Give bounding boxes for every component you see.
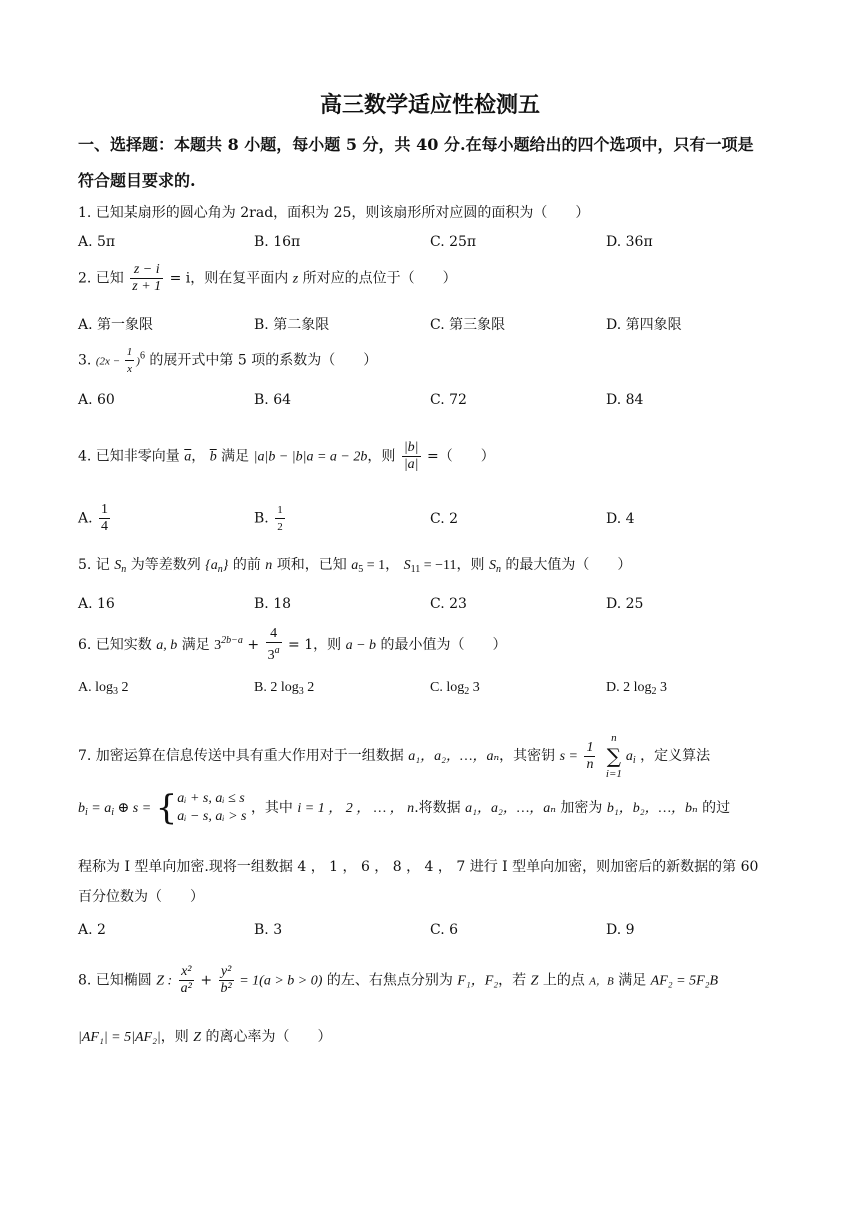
q6-text-1: 满足 — [181, 637, 210, 653]
q3-option-a: A. 60 — [78, 392, 115, 408]
q2-text-post: 所对应的点位于（ ） — [302, 270, 457, 287]
q1-option-d: D. 36π — [606, 234, 653, 250]
q7-option-d: D. 9 — [606, 922, 635, 938]
q7-index: i = 1 ， 2 ， … ， n — [297, 801, 415, 816]
q2-fraction — [130, 262, 163, 295]
q4-opt-b-den: 2 — [277, 521, 283, 533]
q4-text-pre: 4. 已知非零向量 — [78, 448, 180, 465]
q4-opt-a-num: 1 — [101, 502, 109, 517]
q2-frac-num: z − i — [130, 262, 163, 279]
question-7-line2 — [78, 790, 730, 826]
question-7-line1 — [78, 730, 710, 782]
q3-frac-den: x — [127, 363, 132, 375]
q5-n: n — [265, 558, 273, 573]
q6-option-b: B. 2 $\log_3 2$ — [254, 680, 315, 697]
q5-text-2: 的前 — [232, 557, 261, 573]
q7-line2-text: .将数据 — [414, 800, 461, 816]
q2-option-c: C. 第三象限 — [430, 317, 506, 333]
q1-option-a: A. 5π — [78, 234, 116, 250]
q6-expr: a − b — [345, 638, 377, 653]
q4-option-d: D. 4 — [606, 511, 635, 527]
q2-option-a: A. 第一象限 — [78, 317, 154, 333]
q5-option-d: D. 25 — [606, 596, 644, 612]
q8-ellipse-end: = 1(a > b > 0) — [235, 973, 323, 989]
q5-sn-2: $S_n$ — [488, 558, 501, 575]
q4-option-b-frac — [275, 502, 285, 535]
q2-var: z — [292, 271, 299, 287]
q8-frac-1 — [179, 964, 194, 997]
q6-vars: a, b — [156, 638, 178, 653]
question-7-line4: 百分位数为（ ） — [78, 889, 204, 905]
q4-condition: |a|b − |b|a = a − 2b — [253, 449, 368, 465]
q4-option-a-frac — [99, 502, 110, 535]
q5-option-c: C. 23 — [430, 596, 467, 612]
q3-expr: (2x − — [95, 355, 123, 368]
q7-key-lhs: s = — [559, 749, 578, 764]
q7-line2-post: 的过 — [702, 800, 731, 816]
q3-number: 3. — [78, 352, 92, 369]
q3-option-b: B. 64 — [254, 392, 292, 408]
q4-text-mid: 满足 — [221, 448, 250, 465]
q7-brace: { — [155, 788, 178, 828]
question-3-stem — [78, 344, 377, 377]
q8-plus: + — [195, 972, 217, 989]
question-6-stem — [78, 626, 506, 664]
q3-option-d: D. 84 — [606, 392, 644, 408]
question-2-stem — [78, 262, 457, 295]
q6-option-c: C. $\log_2 3$ — [430, 680, 480, 697]
q5-sequence: $\{a_n\}$ — [205, 558, 229, 575]
q8-foci: F₁，F₂ — [457, 973, 499, 989]
q7-bi: $b_i = a_i$ ⊕ s = — [78, 801, 152, 818]
q8-f2-den: b² — [220, 981, 232, 996]
q1-option-c: C. 25π — [430, 234, 477, 250]
q7-line2-t2: 加密为 — [560, 800, 603, 816]
q8-f1-den: a² — [180, 981, 192, 996]
q7-line2-mid: ，其中 — [250, 800, 293, 816]
q6-option-d: D. 2 $\log_2 3$ — [606, 680, 667, 697]
q6-eq: = 1，则 — [283, 637, 342, 653]
q7-sum — [604, 730, 624, 782]
q6-fraction — [266, 626, 282, 664]
q6-frac-num: 4 — [266, 626, 282, 643]
q4-vector-b: $\overline{b}$ — [209, 449, 217, 465]
q5-cond-2: $S_{11} = -11$，则 — [403, 558, 485, 575]
q7-sum-top: n — [611, 732, 617, 744]
q4-opt-a-den: 4 — [101, 519, 109, 534]
q8-ellipse-name: Z : — [156, 973, 173, 989]
q8-z: Z — [530, 973, 539, 989]
q8-text-pre: 8. 已知椭圆 — [78, 972, 152, 989]
q3-expr-end: ) — [136, 355, 140, 368]
q7-data: a₁，a₂，…，aₙ — [408, 749, 500, 764]
q4-option-a-label: A. — [78, 510, 93, 527]
q4-opt-b-num: 1 — [275, 502, 285, 519]
q3-frac-num: 1 — [125, 344, 135, 361]
q8-vector-condition: AF₂ = 5F₂B — [650, 973, 719, 989]
q7-text-post: ，定义算法 — [640, 748, 711, 764]
q7-option-b: B. 3 — [254, 922, 283, 938]
question-7-line3: 程称为 I 型单向加密.现将一组数据 4 ， 1 ， 6 ， 8 ， 4 ， 7 进行 I 型单向加密，则加密后的新数据的第 60 — [78, 859, 759, 875]
q7-key-den: n — [586, 756, 594, 772]
q5-text-3: 项和，已知 — [276, 557, 347, 573]
question-5-stem — [78, 554, 631, 575]
q4-sep: ， — [191, 448, 206, 465]
q8-line2-post: ，则 — [160, 1029, 189, 1045]
q7-cases — [177, 790, 246, 826]
q1-option-b: B. 16π — [254, 234, 301, 250]
q4-option-b — [254, 502, 287, 535]
q8-text-5: 满足 — [618, 972, 647, 989]
q8-line2-end: 的离心率为（ ） — [205, 1029, 332, 1045]
q4-option-b-label: B. — [254, 510, 269, 527]
q6-text-2: 的最小值为（ ） — [380, 637, 507, 653]
q7-case-2: aᵢ − s, aᵢ > s — [177, 809, 247, 824]
question-8-line1 — [78, 964, 718, 997]
q3-power: 6 — [139, 350, 145, 362]
q8-frac-2 — [219, 964, 234, 997]
q8-text-2: ，若 — [498, 972, 527, 989]
q7-case-1: aᵢ + s, aᵢ ≤ s — [177, 791, 245, 806]
q3-option-c: C. 72 — [430, 392, 467, 408]
q2-text-mid: = i，则在复平面内 — [169, 270, 289, 287]
q6-text-pre: 6. 已知实数 — [78, 637, 152, 653]
q7-encrypted: b₁，b₂，…，bₙ — [606, 801, 698, 816]
q7-option-c: C. 6 — [430, 922, 459, 938]
q4-fraction — [402, 440, 421, 473]
q7-sum-bot: i=1 — [605, 768, 622, 780]
q5-cond-1: $a_5 = 1$， — [351, 558, 400, 575]
q2-option-d: D. 第四象限 — [606, 317, 682, 333]
q7-key-num: 1 — [586, 739, 594, 755]
q7-text-pre: 7. 加密运算在信息传送中具有重大作用对于一组数据 — [78, 748, 404, 764]
q4-option-c: C. 2 — [430, 511, 459, 527]
question-1-stem: 1. 已知某扇形的圆心角为 2rad，面积为 25，则该扇形所对应圆的面积为（ ） — [78, 205, 590, 221]
q6-option-a: A. $\log_3 2$ — [78, 680, 129, 697]
section-heading-line1: 一、选择题：本题共 8 小题，每小题 5 分，共 40 分.在每小题给出的四个选项中，只有一项是 — [78, 135, 754, 154]
q2-text-pre: 2. 已知 — [78, 270, 124, 287]
q7-option-a: A. 2 — [78, 922, 106, 938]
q4-vector-a: $\overline{a}$ — [184, 449, 192, 465]
q7-data-2: a₁，a₂，…，aₙ — [465, 801, 556, 816]
page-title: 高三数学适应性检测五 — [319, 92, 540, 118]
q6-power: $3^{2b-a}$ — [214, 635, 243, 653]
q8-z-2: Z — [193, 1030, 202, 1045]
q2-option-b: B. 第二象限 — [254, 317, 330, 333]
q5-option-b: B. 18 — [254, 596, 292, 612]
q2-frac-den: z + 1 — [132, 279, 162, 294]
section-heading-line2: 符合题目要求的. — [78, 171, 196, 190]
question-4-stem — [78, 440, 495, 473]
q7-key-term: $a_i$ — [625, 749, 636, 766]
q3-text-post: 的展开式中第 5 项的系数为（ ） — [149, 352, 378, 369]
q5-text-pre: 5. 记 — [78, 557, 110, 573]
q8-abs-condition: |AF₁| = 5|AF₂| — [78, 1030, 161, 1045]
q7-key-frac — [584, 740, 595, 773]
q8-text-4: 上的点 — [542, 972, 585, 989]
q3-fraction — [125, 344, 135, 377]
q4-text-then: ，则 — [367, 448, 396, 465]
q8-text-1: 的左、右焦点分别为 — [326, 972, 453, 989]
q6-frac-den: 3$^a$ — [267, 645, 280, 663]
q7-text-mid: ，其密钥 — [499, 748, 556, 764]
q5-text-1: 为等差数列 — [130, 557, 201, 573]
q5-option-a: A. 16 — [78, 596, 115, 612]
q8-points: A，B — [589, 975, 614, 988]
q7-sum-sign: ∑ — [606, 744, 622, 768]
q5-sn: $S_n$ — [114, 558, 127, 575]
q8-f2-num: y² — [219, 964, 234, 981]
q6-plus: + — [242, 637, 264, 653]
question-8-line2 — [78, 1026, 332, 1046]
q4-frac-num: |b| — [403, 440, 419, 455]
q8-f1-num: x² — [179, 964, 194, 981]
q4-frac-den: |a| — [403, 457, 419, 472]
q4-option-a — [78, 502, 112, 535]
q4-text-post: =（ ） — [426, 448, 495, 465]
q5-text-4: 的最大值为（ ） — [505, 557, 632, 573]
